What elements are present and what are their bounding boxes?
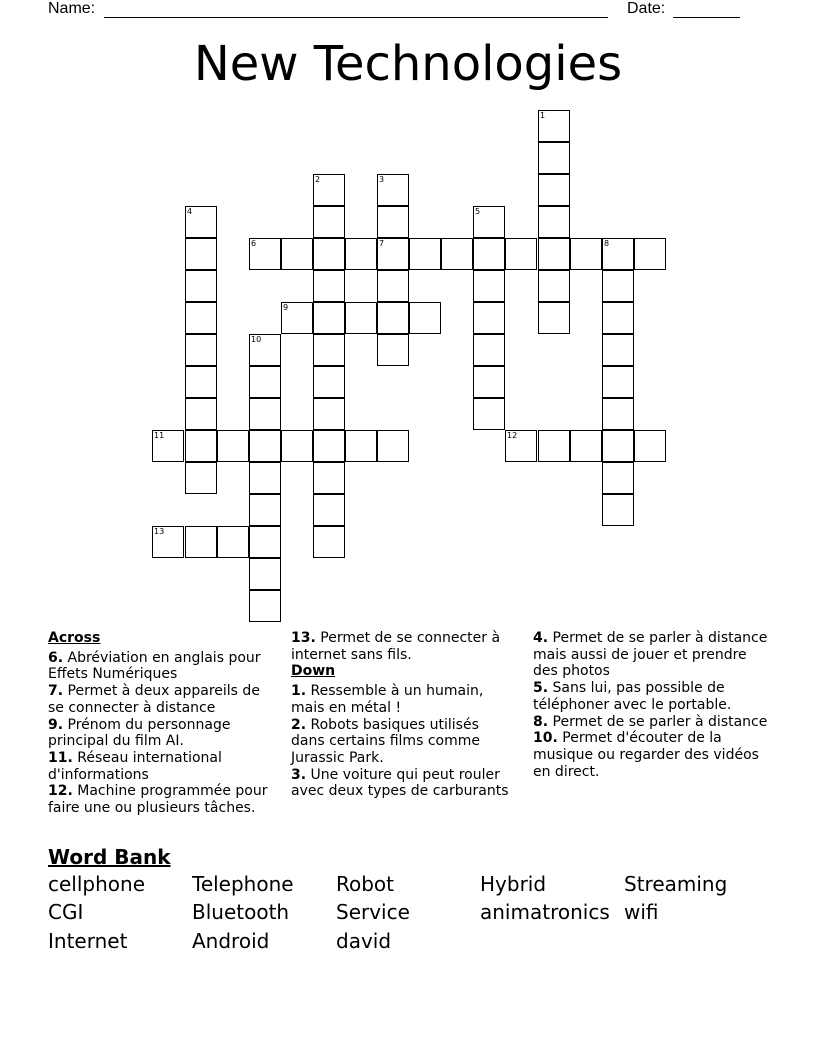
down-heading: Down — [291, 663, 336, 680]
crossword-cell[interactable] — [313, 366, 345, 398]
crossword-cell[interactable] — [249, 494, 281, 526]
clues-column-3 — [533, 630, 769, 780]
crossword-cell[interactable] — [313, 494, 345, 526]
clue-down-2 — [291, 717, 513, 767]
crossword-cell[interactable] — [185, 366, 217, 398]
crossword-cell[interactable] — [377, 334, 409, 366]
crossword-cell[interactable] — [185, 430, 217, 462]
word-bank-item: Internet — [48, 929, 128, 953]
clue-number: 13. — [291, 630, 316, 646]
crossword-cell[interactable] — [377, 430, 409, 462]
across-heading: Across — [48, 630, 101, 646]
clue-number-label: 1 — [540, 111, 546, 120]
crossword-cell[interactable] — [602, 334, 634, 366]
crossword-cell[interactable] — [345, 430, 377, 462]
crossword-cell[interactable] — [505, 238, 537, 270]
crossword-cell[interactable] — [602, 462, 634, 494]
clue-text: Permet de se parler à distance mais aussi de jouer et prendre des photos — [533, 630, 768, 680]
word-bank-item: animatronics — [480, 900, 610, 924]
clue-text: Permet à deux appareils de se connecter à distance — [48, 683, 260, 716]
crossword-cell[interactable] — [313, 334, 345, 366]
crossword-cell[interactable] — [634, 430, 666, 462]
clue-across-9 — [48, 717, 280, 750]
crossword-cell[interactable] — [602, 430, 634, 462]
crossword-cell[interactable] — [217, 430, 249, 462]
word-bank-item: Bluetooth — [192, 900, 290, 924]
clue-number: 11. — [48, 749, 73, 766]
clue-text: Sans lui, pas possible de téléphoner avec le portable. — [533, 680, 732, 713]
crossword-cell[interactable] — [538, 238, 570, 270]
clue-down-4 — [533, 630, 769, 680]
clue-text: Robots basiques utilisés dans certains films comme Jurassic Park. — [291, 716, 480, 766]
crossword-cell[interactable] — [377, 270, 409, 302]
crossword-cell[interactable] — [217, 526, 249, 558]
clue-text: Abréviation en anglais pour Effets Numériques — [48, 649, 261, 683]
clue-number: 1. — [291, 683, 307, 700]
clue-number: 4. — [533, 630, 549, 646]
crossword-cell[interactable] — [345, 302, 377, 334]
clue-number-label: 7 — [379, 239, 385, 248]
clue-number-label: 8 — [604, 239, 610, 248]
clue-across-12 — [48, 783, 280, 816]
clue-down-1 — [291, 683, 513, 716]
crossword-cell[interactable] — [473, 302, 505, 334]
clue-number-label: 6 — [251, 239, 257, 248]
crossword-cell[interactable] — [377, 302, 409, 334]
crossword-cell[interactable] — [538, 430, 570, 462]
crossword-cell[interactable] — [185, 270, 217, 302]
clue-text: Machine programmée pour faire une ou plusieurs tâches. — [48, 783, 268, 817]
clue-number: 12. — [48, 783, 73, 800]
clue-number: 7. — [48, 683, 64, 700]
clue-number-label: 11 — [154, 431, 165, 440]
clue-number: 2. — [291, 716, 307, 733]
clue-down-8 — [533, 714, 769, 731]
crossword-cell[interactable] — [634, 238, 666, 270]
crossword-cell[interactable] — [602, 270, 634, 302]
crossword-cell[interactable] — [249, 398, 281, 430]
clue-number-label: 9 — [283, 303, 289, 312]
clue-number-label: 12 — [507, 431, 518, 440]
crossword-cell[interactable] — [185, 238, 217, 270]
clue-text: Permet de se connecter à internet sans fils. — [291, 630, 501, 663]
crossword-cell[interactable] — [538, 302, 570, 334]
crossword-cell[interactable] — [313, 302, 345, 334]
clue-number: 8. — [533, 713, 549, 730]
date-label: Date: — [627, 0, 666, 17]
clue-text: Une voiture qui peut rouler avec deux types de carburants — [291, 766, 509, 800]
crossword-cell[interactable] — [441, 238, 473, 270]
crossword-cell[interactable] — [313, 238, 345, 270]
crossword-cell[interactable] — [602, 494, 634, 526]
clue-across-13 — [291, 630, 513, 663]
clue-number-label: 4 — [187, 207, 193, 216]
clue-number-label: 3 — [379, 175, 385, 184]
clue-down-5 — [533, 680, 769, 713]
word-bank-item: Robot — [336, 872, 395, 896]
crossword-cell[interactable] — [473, 270, 505, 302]
crossword-cell[interactable] — [313, 430, 345, 462]
crossword-cell[interactable] — [249, 526, 281, 558]
crossword-cell[interactable] — [313, 462, 345, 494]
crossword-cell[interactable] — [473, 334, 505, 366]
clue-across-6 — [48, 650, 280, 683]
crossword-cell[interactable] — [377, 206, 409, 238]
word-bank-title: Word Bank — [48, 845, 171, 869]
crossword-cell[interactable] — [249, 558, 281, 590]
crossword-cell[interactable] — [473, 238, 505, 270]
crossword-cell[interactable] — [538, 174, 570, 206]
clue-number: 6. — [48, 649, 64, 666]
clue-across-7 — [48, 683, 280, 716]
clue-across-11 — [48, 750, 280, 783]
clue-number-label: 2 — [315, 175, 321, 184]
crossword-cell[interactable] — [313, 206, 345, 238]
clue-number: 9. — [48, 716, 64, 733]
clue-text: Permet d'écouter de la musique ou regarder des vidéos en direct. — [533, 730, 759, 780]
clue-text: Permet de se parler à distance — [552, 713, 768, 730]
word-bank-item: wifi — [624, 900, 659, 924]
crossword-cell[interactable] — [249, 590, 281, 622]
clues-column-2 — [291, 630, 513, 800]
crossword-cell[interactable] — [185, 398, 217, 430]
crossword-cell[interactable] — [249, 366, 281, 398]
crossword-cell[interactable] — [570, 430, 602, 462]
crossword-cell[interactable] — [313, 270, 345, 302]
word-bank-item: Service — [336, 900, 410, 924]
crossword-cell[interactable] — [602, 366, 634, 398]
crossword-cell[interactable] — [185, 334, 217, 366]
word-bank-item: CGI — [48, 900, 84, 924]
crossword-cell[interactable] — [249, 430, 281, 462]
clue-number: 5. — [533, 680, 549, 697]
crossword-cell[interactable] — [602, 398, 634, 430]
clue-number-label: 10 — [251, 335, 262, 344]
name-label: Name: — [48, 0, 96, 17]
word-bank-item: Telephone — [192, 872, 294, 896]
word-bank-item: Hybrid — [480, 872, 547, 896]
crossword-cell[interactable] — [281, 238, 313, 270]
clues-column-1 — [48, 630, 280, 817]
crossword-cell[interactable] — [409, 238, 441, 270]
word-bank-item: cellphone — [48, 872, 146, 896]
clue-text: Ressemble à un humain, mais en métal ! — [291, 683, 484, 716]
clue-number: 3. — [291, 766, 307, 783]
crossword-cell[interactable] — [313, 398, 345, 430]
word-bank-item: Streaming — [624, 872, 728, 896]
crossword-cell[interactable] — [602, 302, 634, 334]
page-title: New Technologies — [193, 36, 623, 92]
word-bank-item: david — [336, 929, 392, 953]
crossword-cell[interactable] — [185, 526, 217, 558]
clue-number-label: 13 — [154, 527, 165, 536]
clue-number-label: 5 — [475, 207, 481, 216]
crossword-cell[interactable] — [313, 526, 345, 558]
clue-down-10 — [533, 730, 769, 780]
clue-down-3 — [291, 767, 513, 800]
crossword-cell[interactable] — [538, 206, 570, 238]
crossword-cell[interactable] — [281, 430, 313, 462]
crossword-cell[interactable] — [538, 270, 570, 302]
crossword-cell[interactable] — [473, 366, 505, 398]
crossword-cell[interactable] — [249, 462, 281, 494]
crossword-cell[interactable] — [409, 302, 441, 334]
crossword-cell[interactable] — [473, 398, 505, 430]
word-bank-item: Android — [192, 929, 270, 953]
crossword-cell[interactable] — [185, 462, 217, 494]
clue-text: Prénom du personnage principal du film AI. — [48, 716, 231, 750]
crossword-cell[interactable] — [185, 302, 217, 334]
crossword-cell[interactable] — [538, 142, 570, 174]
crossword-cell[interactable] — [345, 238, 377, 270]
clue-text: Réseau international d'informations — [48, 749, 222, 783]
clue-number: 10. — [533, 730, 558, 747]
crossword-cell[interactable] — [570, 238, 602, 270]
